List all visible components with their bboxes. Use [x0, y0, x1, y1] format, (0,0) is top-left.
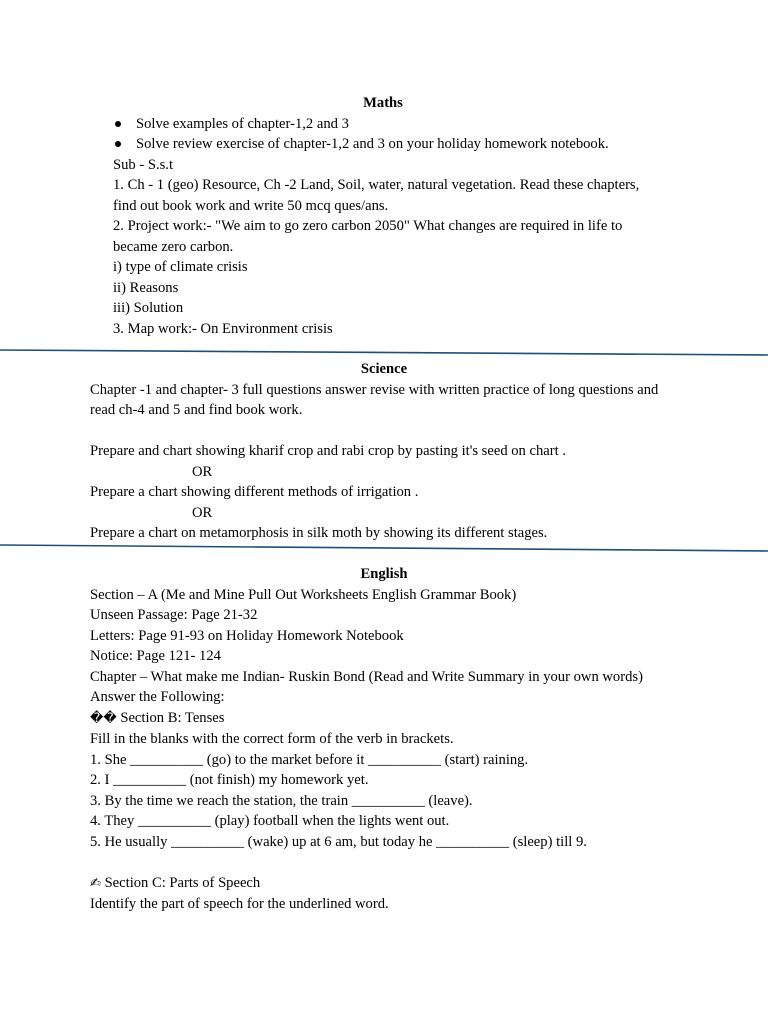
- spacer: [90, 852, 690, 873]
- sst-item-2-line-1: 2. Project work:- "We aim to go zero carbon 2050" What changes are required in life to: [113, 218, 623, 234]
- sst-item-1-line-1: 1. Ch - 1 (geo) Resource, Ch -2 Land, Soil, water, natural vegetation. Read these chapters,: [113, 177, 640, 193]
- maths-heading: Maths: [363, 95, 403, 111]
- english-section-b: [90, 708, 690, 730]
- english-q5: 5. He usually __________ (wake) up at 6 am, but today he __________ (sleep) till 9.: [90, 833, 587, 850]
- science-heading: Science: [360, 361, 408, 377]
- sst-sub-i: i) type of climate crisis: [113, 259, 248, 275]
- sst-sub-iii: iii) Solution: [113, 300, 184, 316]
- science-option-1: Prepare and chart showing kharif crop and rabi crop by pasting it's seed on chart .: [90, 443, 566, 459]
- english-section-c: [90, 873, 690, 895]
- science-para-1-line-1: Chapter -1 and chapter- 3 full questions answer revise with written practice of long questions and: [90, 381, 659, 398]
- science-option-3: Prepare a chart on metamorphosis in silk moth by showing its different stages.: [90, 525, 548, 541]
- replacement-char-icon: ��: [90, 710, 117, 726]
- section-divider-2: [0, 541, 768, 553]
- sst-item-3: 3. Map work:- On Environment crisis: [113, 320, 333, 337]
- sst-subject: Sub - S.s.t: [113, 156, 174, 173]
- sst-sub-ii: ii) Reasons: [113, 279, 179, 296]
- english-chapter: Chapter – What make me Indian- Ruskin Bond (Read and Write Summary in your own words): [90, 668, 643, 685]
- english-section-a: Section – A (Me and Mine Pull Out Worksheets English Grammar Book): [90, 586, 517, 603]
- science-option-2: Prepare a chart showing different methods of irrigation .: [90, 484, 419, 500]
- maths-bullet-2: [113, 134, 693, 155]
- spacer: [90, 421, 690, 442]
- english-q3: 3. By the time we reach the station, the train __________ (leave).: [90, 792, 473, 809]
- sst-item-2-line-2: became zero carbon.: [113, 238, 234, 255]
- science-para-1-line-2: read ch-4 and 5 and find book work.: [90, 402, 303, 418]
- science-or-1: OR: [192, 463, 213, 480]
- english-section: [90, 564, 690, 915]
- maths-bullet-2-text: Solve review exercise of chapter-1,2 and 3 on your holiday homework notebook.: [136, 136, 609, 152]
- english-q1: 1. She __________ (go) to the market before it __________ (start) raining.: [90, 751, 529, 768]
- sst-item-1-line-2: find out book work and write 50 mcq ques/ans.: [113, 197, 389, 214]
- science-section: [90, 359, 690, 544]
- english-answer: Answer the Following:: [90, 689, 225, 705]
- section-divider-1: [0, 346, 768, 358]
- english-notice: Notice: Page 121- 124: [90, 648, 221, 664]
- bullet-icon: [115, 121, 121, 127]
- section-b-label: Section B: Tenses: [120, 709, 225, 726]
- english-q4: 4. They __________ (play) football when the lights went out.: [90, 813, 450, 829]
- maths-bullet-1-text: Solve examples of chapter-1,2 and 3: [136, 115, 349, 132]
- maths-section: [113, 93, 693, 339]
- english-fill-instruction: Fill in the blanks with the correct form of the verb in brackets.: [90, 731, 454, 747]
- bullet-icon: [115, 141, 121, 147]
- maths-bullet-1: [113, 114, 693, 135]
- english-identify: Identify the part of speech for the underlined word.: [90, 896, 389, 912]
- english-q2: 2. I __________ (not finish) my homework yet.: [90, 772, 369, 788]
- english-letters: Letters: Page 91-93 on Holiday Homework Notebook: [90, 627, 404, 644]
- section-c-label: Section C: Parts of Speech: [104, 874, 261, 891]
- english-unseen-passage: Unseen Passage: Page 21-32: [90, 607, 258, 623]
- english-heading: English: [360, 566, 408, 582]
- writing-hand-icon: ✍: [90, 875, 101, 891]
- science-or-2: OR: [192, 504, 213, 521]
